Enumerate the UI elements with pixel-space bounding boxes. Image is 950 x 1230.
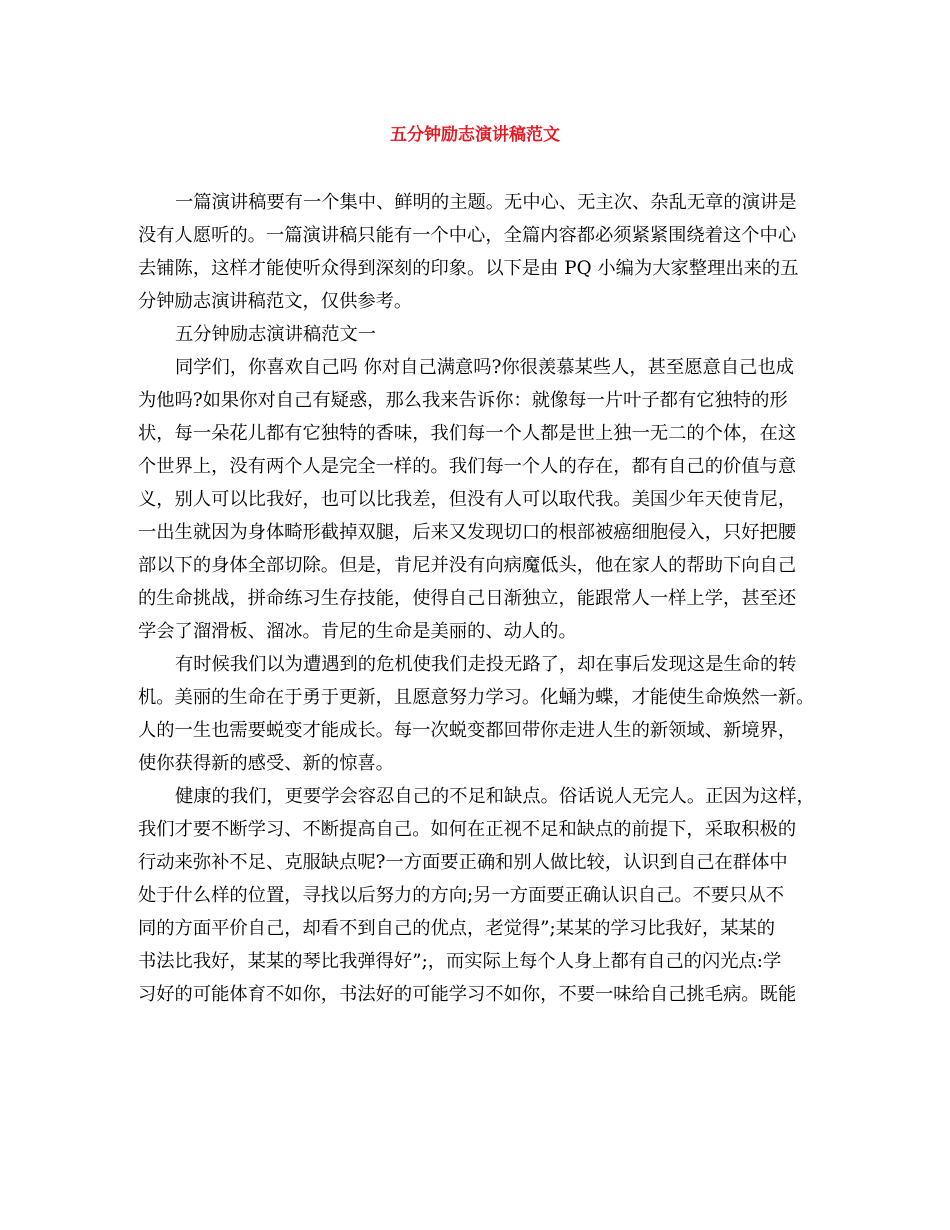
paragraph-line: 行动来弥补不足、克服缺点呢?一方面要正确和别人做比较，认识到自己在群体中: [138, 852, 788, 873]
paragraph-line: 部以下的身体全部切除。但是，肯尼并没有向病魔低头，他在家人的帮助下向自己: [138, 555, 797, 576]
paragraph-line: 人的一生也需要蜕变才能成长。每一次蜕变都回带你走进人生的新领域、新境界，: [138, 720, 797, 741]
paragraph-line: 分钟励志演讲稿范文，仅供参考。: [138, 291, 413, 312]
paragraph-line: 有时候我们以为遭遇到的危机使我们走投无路了，却在事后发现这是生命的转: [175, 654, 797, 675]
paragraph-line: 同学们，你喜欢自己吗 你对自己满意吗?你很羡慕某些人，甚至愿意自己也成: [175, 357, 794, 378]
paragraph-line: 使你获得新的感受、新的惊喜。: [138, 753, 394, 774]
section-heading: 五分钟励志演讲稿范文一: [175, 324, 377, 345]
paragraph-line: 健康的我们，更要学会容忍自己的不足和缺点。俗话说人无完人。正因为这样，: [175, 786, 815, 807]
paragraph-line: 机。美丽的生命在于勇于更新，且愿意努力学习。化蛹为蝶，才能使生命焕然一新。: [138, 687, 815, 708]
paragraph-line: 一篇演讲稿要有一个集中、鲜明的主题。无中心、无主次、杂乱无章的演讲是: [175, 192, 797, 213]
paragraph-line: 没有人愿听的。一篇演讲稿只能有一个中心，全篇内容都必须紧紧围绕着这个中心: [138, 225, 797, 246]
paragraph-line: 的生命挑战，拼命练习生存技能，使得自己日渐独立，能跟常人一样上学，甚至还: [138, 588, 797, 609]
paragraph-line: 一出生就因为身体畸形截掉双腿，后来又发现切口的根部被癌细胞侵入，只好把腰: [138, 522, 797, 543]
paragraph-line: 我们才要不断学习、不断提高自己。如何在正视不足和缺点的前提下，采取积极的: [138, 819, 797, 840]
paragraph-line: 处于什么样的位置，寻找以后努力的方向;另一方面要正确认识自己。不要只从不: [138, 885, 785, 906]
paragraph-line: 个世界上，没有两个人是完全一样的。我们每一个人的存在，都有自己的价值与意: [138, 456, 797, 477]
paragraph-line: 为他吗?如果你对自己有疑惑，那么我来告诉你：就像每一片叶子都有它独特的形: [138, 390, 788, 411]
paragraph-line: 义，别人可以比我好，也可以比我差，但没有人可以取代我。美国少年天使肯尼，: [138, 489, 797, 510]
paragraph-line: 去铺陈，这样才能使听众得到深刻的印象。以下是由 PQ 小编为大家整理出来的五: [138, 258, 799, 279]
paragraph-line: 同的方面平价自己，却看不到自己的优点，老觉得”;某某的学习比我好，某某的: [138, 918, 776, 939]
document-title: 五分钟励志演讲稿范文: [390, 125, 560, 145]
paragraph-line: 学会了溜滑板、溜冰。肯尼的生命是美丽的、动人的。: [138, 621, 577, 642]
paragraph-line: 书法比我好，某某的琴比我弹得好”;，而实际上每个人身上都有自己的闪光点:学: [138, 951, 782, 972]
paragraph-line: 状，每一朵花儿都有它独特的香味，我们每一个人都是世上独一无二的个体，在这: [138, 423, 797, 444]
paragraph-line: 习好的可能体育不如你，书法好的可能学习不如你，不要一味给自己挑毛病。既能: [138, 984, 797, 1005]
